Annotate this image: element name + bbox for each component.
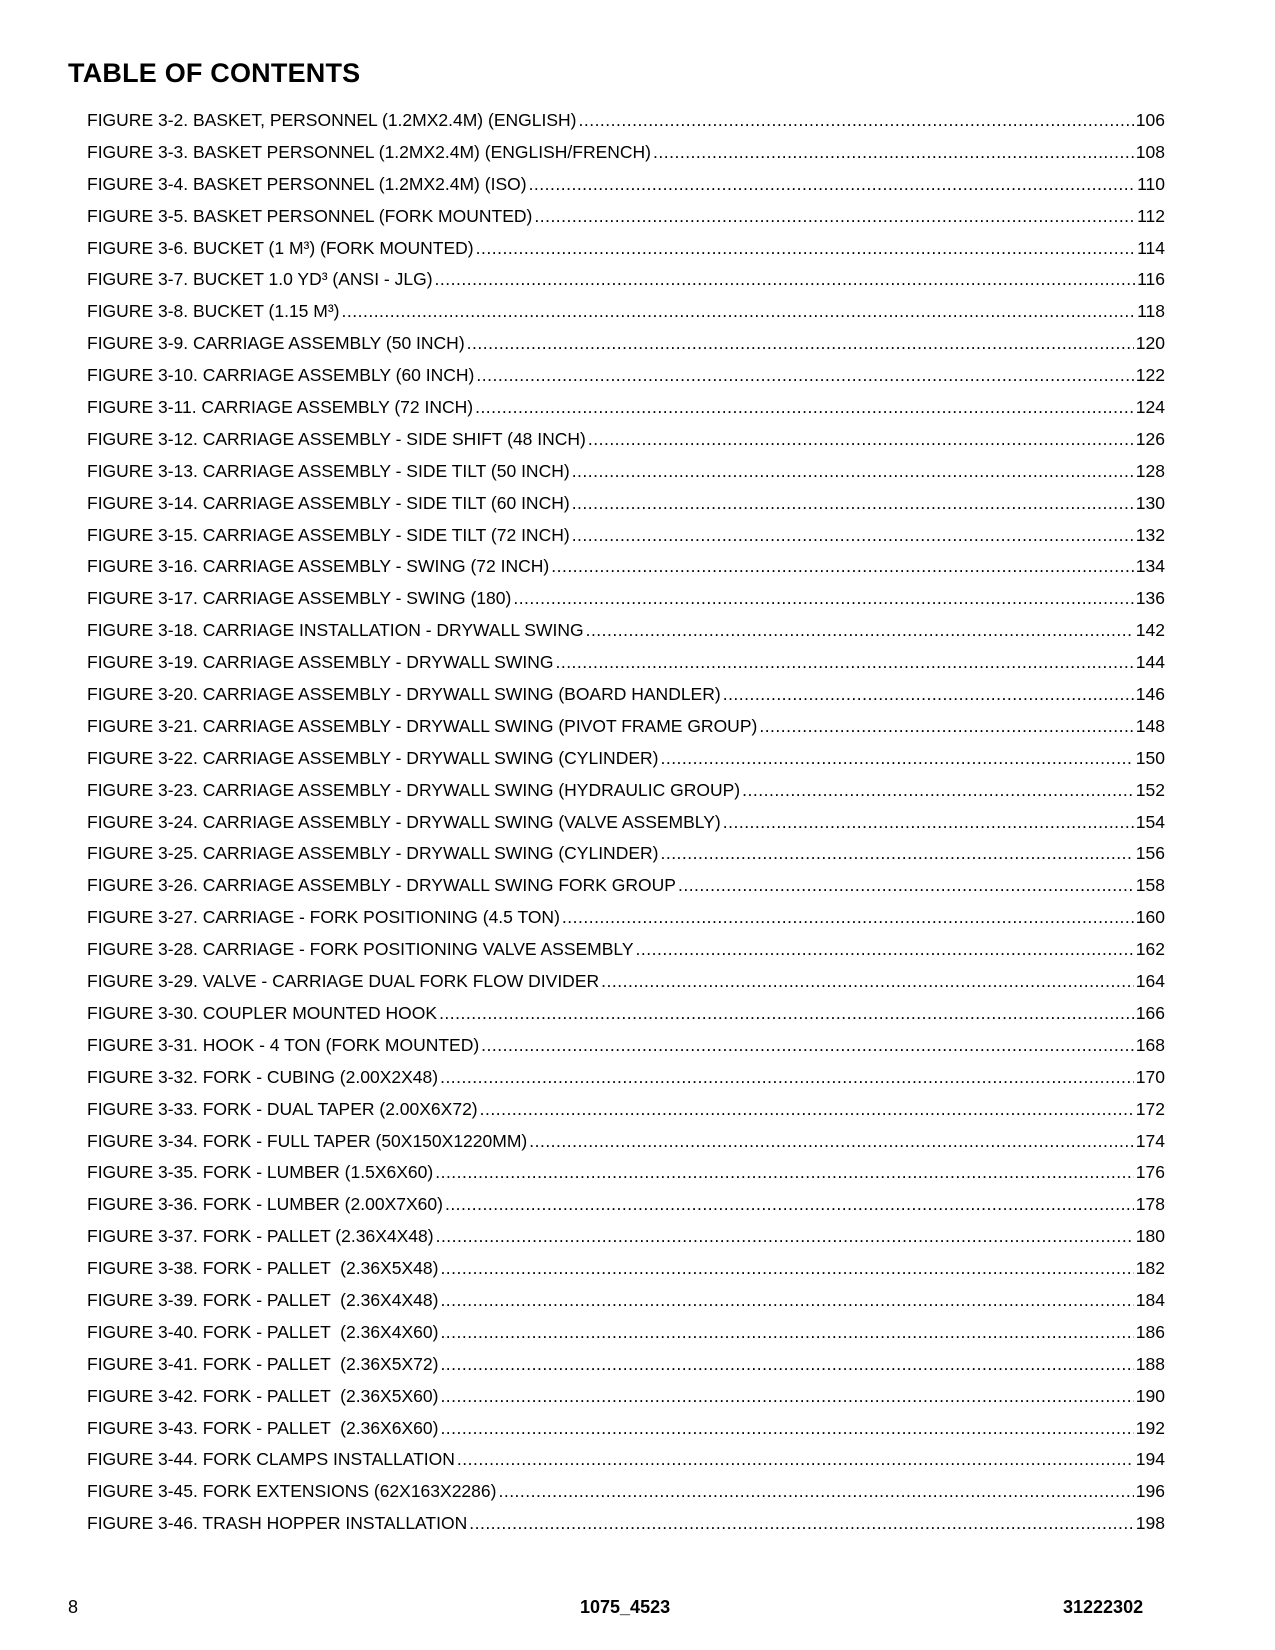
- toc-entry-page-number: 148: [1135, 715, 1165, 736]
- toc-entry-label: FIGURE 3-39. FORK - PALLET (2.36X4X48): [87, 1289, 439, 1310]
- toc-entry-page-number: 178: [1135, 1194, 1165, 1215]
- toc-entry-page-number: 168: [1135, 1034, 1165, 1055]
- toc-entry-page-number: 124: [1135, 397, 1165, 418]
- toc-entry-label: FIGURE 3-45. FORK EXTENSIONS (62X163X2286): [87, 1481, 497, 1502]
- toc-entry-label: FIGURE 3-24. CARRIAGE ASSEMBLY - DRYWALL SWING (VALVE ASSEMBLY): [87, 811, 721, 832]
- toc-entry-page-number: 122: [1135, 365, 1165, 386]
- toc-entry-page-number: 126: [1135, 428, 1165, 449]
- toc-entry[interactable]: [87, 1258, 1165, 1290]
- toc-dot-leader: [534, 206, 1135, 227]
- toc-entry[interactable]: [87, 397, 1165, 429]
- toc-entry[interactable]: [87, 1354, 1165, 1386]
- toc-entry-page-number: 120: [1135, 333, 1165, 354]
- toc-entry-label: FIGURE 3-20. CARRIAGE ASSEMBLY - DRYWALL SWING (BOARD HANDLER): [87, 684, 721, 705]
- toc-entry-page-number: 160: [1135, 907, 1165, 928]
- toc-dot-leader: [578, 110, 1133, 131]
- toc-entry[interactable]: [87, 556, 1165, 588]
- toc-entry-page-number: 144: [1135, 652, 1165, 673]
- toc-dot-leader: [476, 365, 1133, 386]
- toc-entry[interactable]: [87, 1131, 1165, 1163]
- toc-entry[interactable]: [87, 238, 1165, 270]
- toc-entry-page-number: 172: [1135, 1098, 1165, 1119]
- toc-entry-page-number: 186: [1135, 1321, 1165, 1342]
- toc-entry[interactable]: [87, 1418, 1165, 1450]
- toc-dot-leader: [435, 1162, 1134, 1183]
- toc-entry-label: FIGURE 3-12. CARRIAGE ASSEMBLY - SIDE SHIFT (48 INCH): [87, 428, 586, 449]
- toc-entry-label: FIGURE 3-41. FORK - PALLET (2.36X5X72): [87, 1353, 439, 1374]
- toc-dot-leader: [529, 174, 1136, 195]
- toc-entry-label: FIGURE 3-4. BASKET PERSONNEL (1.2MX2.4M) (ISO): [87, 173, 527, 194]
- toc-entry[interactable]: [87, 812, 1165, 844]
- toc-entry-label: FIGURE 3-22. CARRIAGE ASSEMBLY - DRYWALL SWING (CYLINDER): [87, 747, 659, 768]
- toc-dot-leader: [498, 1481, 1133, 1502]
- toc-dot-leader: [678, 875, 1134, 896]
- toc-dot-leader: [440, 1386, 1133, 1407]
- toc-entry-page-number: 180: [1135, 1226, 1165, 1247]
- toc-entry-page-number: 166: [1135, 1002, 1165, 1023]
- toc-entry-label: FIGURE 3-14. CARRIAGE ASSEMBLY - SIDE TILT (60 INCH): [87, 492, 570, 513]
- toc-entry-page-number: 108: [1135, 141, 1165, 162]
- toc-entry[interactable]: [87, 1290, 1165, 1322]
- toc-entry[interactable]: [87, 875, 1165, 907]
- toc-entry-page-number: 134: [1135, 556, 1165, 577]
- toc-dot-leader: [513, 588, 1133, 609]
- toc-entry-page-number: 146: [1135, 684, 1165, 705]
- toc-entry-page-number: 106: [1135, 110, 1165, 130]
- toc-entry-label: FIGURE 3-31. HOOK - 4 TON (FORK MOUNTED): [87, 1034, 480, 1055]
- toc-dot-leader: [572, 525, 1134, 546]
- toc-dot-leader: [551, 556, 1134, 577]
- toc-dot-leader: [439, 1003, 1134, 1024]
- toc-entry[interactable]: [87, 1386, 1165, 1418]
- toc-entry-label: FIGURE 3-35. FORK - LUMBER (1.5X6X60): [87, 1162, 434, 1183]
- toc-entry-label: FIGURE 3-2. BASKET, PERSONNEL (1.2MX2.4M) (ENGLISH): [87, 110, 577, 130]
- toc-entry-label: FIGURE 3-6. BUCKET (1 M³) (FORK MOUNTED): [87, 237, 474, 258]
- toc-entry[interactable]: [87, 142, 1165, 174]
- toc-dot-leader: [723, 812, 1134, 833]
- toc-entry-page-number: 116: [1137, 269, 1165, 290]
- toc-entry-page-number: 176: [1135, 1162, 1165, 1183]
- toc-dot-leader: [440, 1322, 1133, 1343]
- toc-list: [87, 110, 1165, 1545]
- toc-entry-label: FIGURE 3-23. CARRIAGE ASSEMBLY - DRYWALL SWING (HYDRAULIC GROUP): [87, 779, 741, 800]
- toc-entry-page-number: 152: [1135, 779, 1165, 800]
- toc-dot-leader: [742, 780, 1134, 801]
- toc-entry-label: FIGURE 3-40. FORK - PALLET (2.36X4X60): [87, 1321, 439, 1342]
- toc-dot-leader: [467, 333, 1134, 354]
- toc-entry-label: FIGURE 3-18. CARRIAGE INSTALLATION - DRYWALL SWING: [87, 620, 584, 641]
- toc-dot-leader: [440, 1067, 1134, 1088]
- toc-entry-page-number: 114: [1137, 237, 1165, 258]
- toc-entry[interactable]: [87, 206, 1165, 238]
- toc-entry[interactable]: [87, 1194, 1165, 1226]
- toc-dot-leader: [440, 1418, 1133, 1439]
- toc-entry-label: FIGURE 3-9. CARRIAGE ASSEMBLY (50 INCH): [87, 333, 465, 354]
- toc-entry-label: FIGURE 3-13. CARRIAGE ASSEMBLY - SIDE TILT (50 INCH): [87, 460, 570, 481]
- toc-entry[interactable]: [87, 1513, 1165, 1545]
- toc-dot-leader: [469, 1513, 1134, 1534]
- footer-model-number: 1075_4523: [580, 1597, 671, 1617]
- toc-entry-page-number: 158: [1135, 875, 1165, 896]
- toc-entry-page-number: 154: [1135, 811, 1165, 832]
- toc-entry-label: FIGURE 3-46. TRASH HOPPER INSTALLATION: [87, 1513, 468, 1534]
- toc-entry[interactable]: [87, 493, 1165, 525]
- toc-dot-leader: [342, 301, 1136, 322]
- toc-entry[interactable]: [87, 1322, 1165, 1354]
- toc-entry-page-number: 112: [1137, 205, 1165, 226]
- toc-entry-label: FIGURE 3-36. FORK - LUMBER (2.00X7X60): [87, 1194, 443, 1215]
- toc-entry-label: FIGURE 3-19. CARRIAGE ASSEMBLY - DRYWALL SWING: [87, 652, 554, 673]
- toc-entry-label: FIGURE 3-15. CARRIAGE ASSEMBLY - SIDE TILT (72 INCH): [87, 524, 570, 545]
- toc-entry-page-number: 142: [1135, 620, 1165, 641]
- toc-entry[interactable]: [87, 429, 1165, 461]
- toc-entry[interactable]: [87, 907, 1165, 939]
- toc-entry-label: FIGURE 3-37. FORK - PALLET (2.36X4X48): [87, 1226, 434, 1247]
- toc-dot-leader: [572, 461, 1134, 482]
- toc-entry-page-number: 198: [1135, 1513, 1165, 1534]
- footer-part-number: 31222302: [1063, 1597, 1144, 1617]
- toc-entry-label: FIGURE 3-16. CARRIAGE ASSEMBLY - SWING (72 INCH): [87, 556, 550, 577]
- toc-entry-page-number: 190: [1135, 1385, 1165, 1406]
- page-title: TABLE OF CONTENTS: [68, 58, 361, 88]
- toc-entry-label: FIGURE 3-11. CARRIAGE ASSEMBLY (72 INCH): [87, 397, 474, 418]
- toc-entry[interactable]: [87, 1162, 1165, 1194]
- toc-dot-leader: [440, 1290, 1133, 1311]
- toc-dot-leader: [759, 716, 1133, 737]
- toc-entry-label: FIGURE 3-8. BUCKET (1.15 M³): [87, 301, 340, 322]
- toc-entry-label: FIGURE 3-30. COUPLER MOUNTED HOOK: [87, 1002, 438, 1023]
- toc-entry-label: FIGURE 3-7. BUCKET 1.0 YD³ (ANSI - JLG): [87, 269, 433, 290]
- toc-entry[interactable]: [87, 1003, 1165, 1035]
- toc-entry-label: FIGURE 3-32. FORK - CUBING (2.00X2X48): [87, 1066, 439, 1087]
- toc-dot-leader: [440, 1354, 1133, 1375]
- toc-entry[interactable]: [87, 365, 1165, 397]
- toc-dot-leader: [445, 1194, 1134, 1215]
- toc-entry[interactable]: [87, 333, 1165, 365]
- toc-entry-label: FIGURE 3-34. FORK - FULL TAPER (50X150X1220MM): [87, 1130, 528, 1151]
- toc-dot-leader: [653, 142, 1134, 163]
- toc-entry[interactable]: [87, 1099, 1165, 1131]
- toc-entry-label: FIGURE 3-3. BASKET PERSONNEL (1.2MX2.4M) (ENGLISH/FRENCH): [87, 141, 652, 162]
- toc-entry-page-number: 174: [1135, 1130, 1165, 1151]
- toc-entry[interactable]: [87, 174, 1165, 206]
- toc-entry-page-number: 184: [1135, 1289, 1165, 1310]
- toc-entry-label: FIGURE 3-28. CARRIAGE - FORK POSITIONING VALVE ASSEMBLY: [87, 939, 634, 960]
- toc-entry-page-number: 192: [1135, 1417, 1165, 1438]
- toc-entry-label: FIGURE 3-25. CARRIAGE ASSEMBLY - DRYWALL SWING (CYLINDER): [87, 843, 659, 864]
- toc-entry[interactable]: [87, 1067, 1165, 1099]
- toc-dot-leader: [436, 1226, 1134, 1247]
- toc-entry-label: FIGURE 3-33. FORK - DUAL TAPER (2.00X6X72): [87, 1098, 478, 1119]
- toc-entry[interactable]: [87, 301, 1165, 333]
- toc-entry[interactable]: [87, 748, 1165, 780]
- toc-entry-label: FIGURE 3-29. VALVE - CARRIAGE DUAL FORK FLOW DIVIDER: [87, 971, 600, 992]
- toc-entry-page-number: 130: [1135, 492, 1165, 513]
- toc-entry-label: FIGURE 3-38. FORK - PALLET (2.36X5X48): [87, 1258, 439, 1279]
- toc-entry-label: FIGURE 3-17. CARRIAGE ASSEMBLY - SWING (180): [87, 588, 512, 609]
- toc-entry-label: FIGURE 3-42. FORK - PALLET (2.36X5X60): [87, 1385, 439, 1406]
- toc-entry[interactable]: [87, 939, 1165, 971]
- toc-dot-leader: [457, 1449, 1134, 1470]
- toc-dot-leader: [529, 1131, 1134, 1152]
- toc-dot-leader: [435, 269, 1136, 290]
- toc-entry[interactable]: [87, 971, 1165, 1003]
- toc-dot-leader: [555, 652, 1133, 673]
- toc-entry[interactable]: [87, 525, 1165, 557]
- toc-entry-label: FIGURE 3-26. CARRIAGE ASSEMBLY - DRYWALL SWING FORK GROUP: [87, 875, 676, 896]
- toc-entry-label: FIGURE 3-43. FORK - PALLET (2.36X6X60): [87, 1417, 439, 1438]
- toc-entry[interactable]: [87, 1481, 1165, 1513]
- toc-entry-label: FIGURE 3-21. CARRIAGE ASSEMBLY - DRYWALL SWING (PIVOT FRAME GROUP): [87, 715, 758, 736]
- toc-entry-page-number: 188: [1135, 1353, 1165, 1374]
- toc-dot-leader: [660, 748, 1133, 769]
- toc-entry[interactable]: [87, 269, 1165, 301]
- toc-entry-page-number: 156: [1135, 843, 1165, 864]
- toc-entry-page-number: 136: [1135, 588, 1165, 609]
- toc-entry-page-number: 128: [1135, 460, 1165, 481]
- toc-dot-leader: [476, 238, 1135, 259]
- toc-dot-leader: [723, 684, 1134, 705]
- toc-entry[interactable]: [87, 652, 1165, 684]
- toc-dot-leader: [480, 1099, 1134, 1120]
- toc-entry-page-number: 118: [1137, 301, 1165, 322]
- toc-entry[interactable]: [87, 780, 1165, 812]
- toc-entry-page-number: 194: [1135, 1449, 1165, 1470]
- toc-dot-leader: [481, 1035, 1134, 1056]
- toc-dot-leader: [601, 971, 1134, 992]
- toc-entry[interactable]: [87, 1449, 1165, 1481]
- toc-entry-page-number: 196: [1135, 1481, 1165, 1502]
- toc-entry-page-number: 150: [1135, 747, 1165, 768]
- toc-entry-page-number: 162: [1135, 939, 1165, 960]
- toc-entry[interactable]: [87, 620, 1165, 652]
- toc-entry-label: FIGURE 3-27. CARRIAGE - FORK POSITIONING (4.5 TON): [87, 907, 560, 928]
- toc-dot-leader: [562, 907, 1134, 928]
- toc-entry-page-number: 164: [1135, 971, 1165, 992]
- toc-dot-leader: [586, 620, 1134, 641]
- toc-entry-page-number: 132: [1135, 524, 1165, 545]
- toc-dot-leader: [660, 843, 1133, 864]
- toc-entry-page-number: 170: [1135, 1066, 1165, 1087]
- toc-entry[interactable]: [87, 110, 1165, 142]
- toc-entry[interactable]: [87, 588, 1165, 620]
- toc-dot-leader: [572, 493, 1134, 514]
- toc-entry-page-number: 110: [1137, 173, 1165, 194]
- toc-entry[interactable]: [87, 716, 1165, 748]
- toc-entry-page-number: 182: [1135, 1258, 1165, 1279]
- toc-entry[interactable]: [87, 684, 1165, 716]
- toc-dot-leader: [636, 939, 1134, 960]
- toc-dot-leader: [588, 429, 1134, 450]
- toc-entry[interactable]: [87, 843, 1165, 875]
- toc-entry[interactable]: [87, 461, 1165, 493]
- toc-entry-label: FIGURE 3-44. FORK CLAMPS INSTALLATION: [87, 1449, 455, 1470]
- toc-dot-leader: [440, 1258, 1133, 1279]
- toc-entry-label: FIGURE 3-10. CARRIAGE ASSEMBLY (60 INCH): [87, 365, 475, 386]
- toc-dot-leader: [475, 397, 1134, 418]
- footer-page-number: 8: [68, 1597, 79, 1617]
- toc-entry-label: FIGURE 3-5. BASKET PERSONNEL (FORK MOUNTED): [87, 205, 533, 226]
- toc-entry[interactable]: [87, 1035, 1165, 1067]
- toc-entry[interactable]: [87, 1226, 1165, 1258]
